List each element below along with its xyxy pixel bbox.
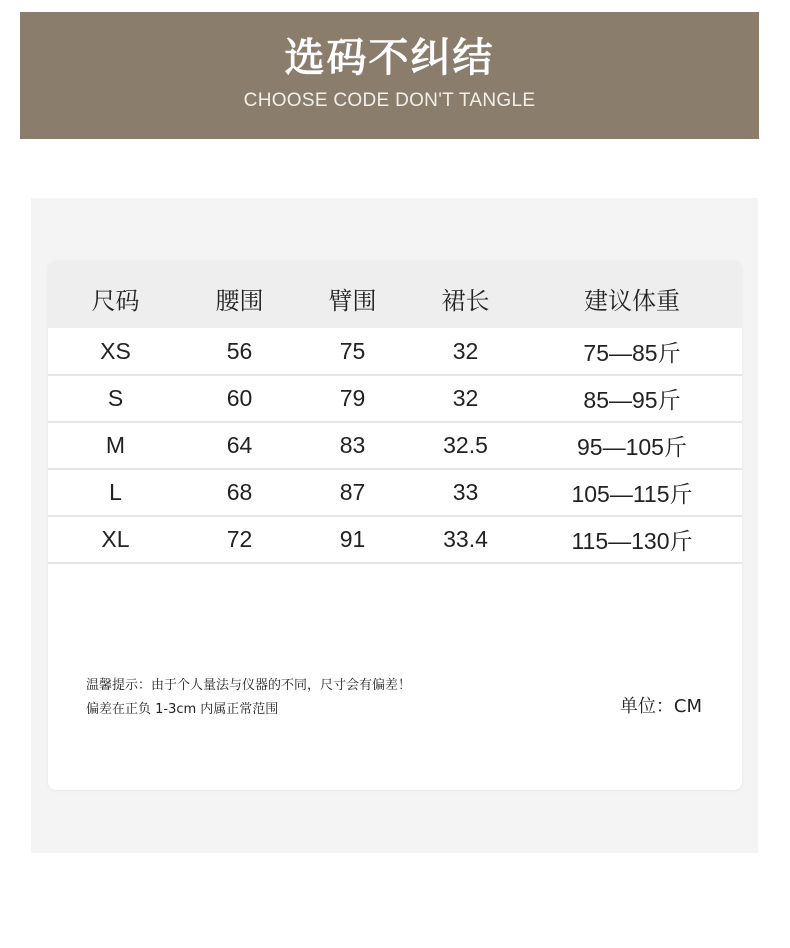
cell-skirt-length: 33 (452, 479, 479, 505)
cell-weight: 115—130斤 (571, 528, 693, 554)
cell-skirt-length: 33.4 (443, 526, 488, 552)
unit-label: 单位：CM (619, 696, 702, 717)
measurement-note (86, 674, 411, 722)
cell-skirt-length: 32.5 (443, 432, 488, 458)
cell-size: L (109, 479, 122, 505)
note-line-2: 偏差在正负 1-3cm 内属正常范围 (86, 702, 279, 717)
cell-weight: 95—105斤 (577, 434, 687, 460)
table-row (48, 375, 742, 422)
cell-size: XS (100, 337, 131, 364)
column-header-arm: 臂围 (328, 286, 377, 315)
cell-arm: 91 (339, 526, 366, 552)
cell-arm: 83 (339, 432, 366, 458)
cell-waist: 68 (226, 479, 253, 505)
cell-waist: 56 (226, 337, 253, 364)
cell-arm: 87 (339, 479, 366, 505)
header-banner (20, 12, 759, 139)
size-chart-card (48, 260, 742, 790)
cell-weight: 75—85斤 (583, 339, 681, 366)
note-line-1: 温馨提示：由于个人量法与仪器的不同，尺寸会有偏差！ (86, 678, 412, 693)
cell-skirt-length: 32 (452, 337, 479, 364)
cell-arm: 75 (339, 337, 366, 364)
cell-size: S (107, 385, 124, 411)
cell-waist: 72 (226, 526, 253, 552)
banner-subtitle: CHOOSE CODE DON'T TANGLE (243, 89, 536, 111)
table-row (48, 422, 742, 469)
column-header-size: 尺码 (91, 286, 140, 315)
column-header-recommended-weight: 建议体重 (584, 286, 680, 315)
table-row (48, 516, 742, 563)
table-row (48, 469, 742, 516)
cell-waist: 64 (226, 432, 253, 458)
cell-size: XL (101, 526, 130, 552)
cell-arm: 79 (339, 385, 366, 411)
cell-waist: 60 (226, 385, 253, 411)
cell-weight: 105—115斤 (571, 481, 693, 507)
table-row (48, 328, 742, 375)
column-header-waist: 腰围 (215, 286, 264, 315)
banner-title: 选码不纠结 (284, 34, 495, 81)
cell-skirt-length: 32 (452, 385, 479, 411)
column-header-skirt-length: 裙长 (441, 286, 490, 315)
size-table (48, 260, 742, 564)
table-header-row (48, 260, 742, 328)
cell-weight: 85—95斤 (583, 387, 681, 413)
cell-size: M (105, 432, 126, 458)
